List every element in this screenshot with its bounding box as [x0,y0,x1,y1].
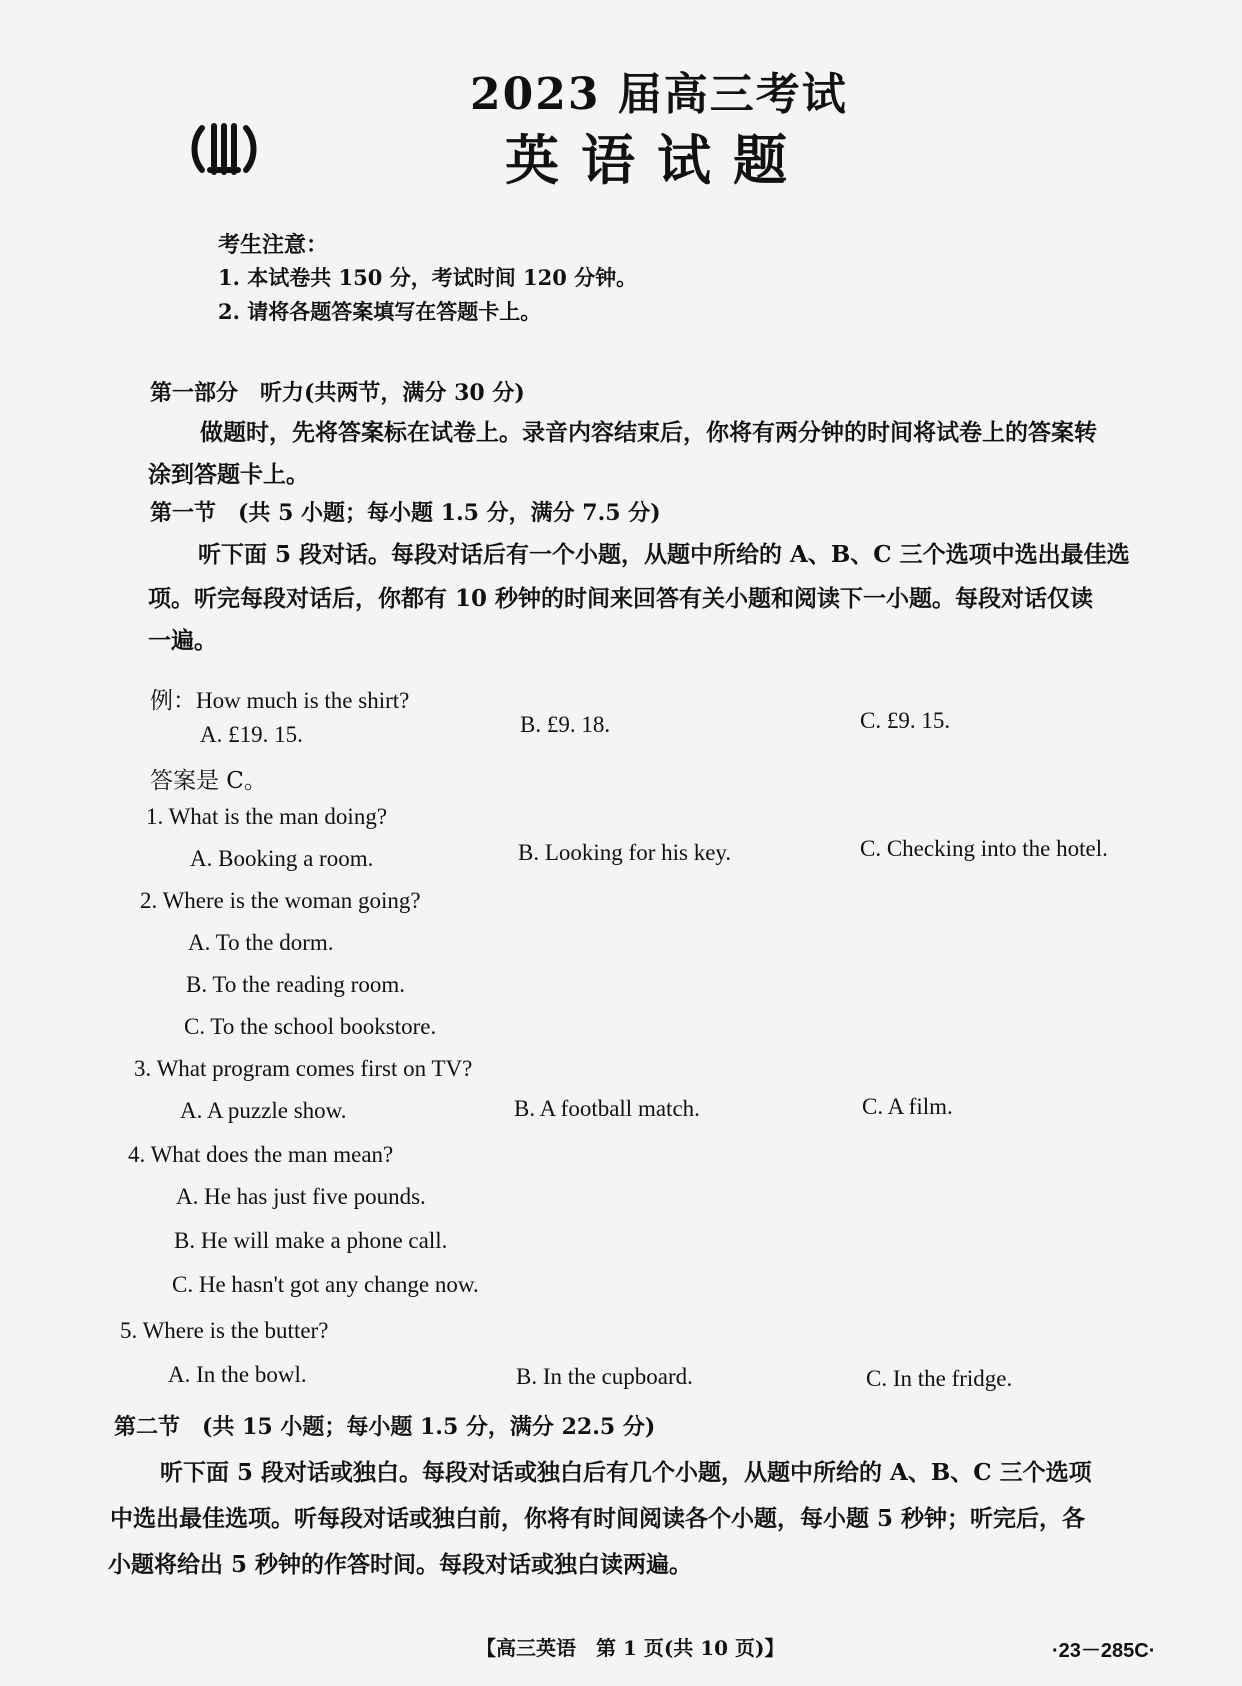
part1-intro-line-2: 涂到答题卡上。 [148,461,309,488]
question-5-option-c: C. In the fridge. [866,1366,1013,1391]
page-footer-label: 【高三英语 第 1 页(共 10 页)】 [476,1636,785,1660]
example-option-c: C. £9. 15. [860,708,951,733]
example-option-b: B. £9. 18. [520,712,611,737]
section1-intro-line-1: 听下面 5 段对话。每段对话后有一个小题，从题中所给的 A、B、C 三个选项中选出最佳选 [198,541,1130,568]
notice-item-2: 2. 请将各题答案填写在答题卡上。 [218,299,542,324]
section2-intro-line-1: 听下面 5 段对话或独白。每段对话或独白后有几个小题，从题中所给的 A、B、C 三个选项 [160,1459,1092,1486]
question-3: 3. What program comes first on TV? [134,1056,473,1081]
section1-heading: 第一节 (共 5 小题；每小题 1.5 分，满分 7.5 分) [150,500,661,526]
section2-intro-line-2: 中选出最佳选项。听每段对话或独白前，你将有时间阅读各个小题，每小题 5 秒钟；听完后，各 [110,1505,1086,1532]
section2-intro-line-3: 小题将给出 5 秒钟的作答时间。每段对话或独白读两遍。 [108,1551,693,1578]
question-5-option-b: B. In the cupboard. [516,1364,693,1389]
exam-title: 2023 届高三考试 [470,69,848,120]
question-3-option-b: B. A football match. [514,1096,700,1121]
question-4: 4. What does the man mean? [128,1142,394,1167]
section1-intro-line-2: 项。听完每段对话后，你都有 10 秒钟的时间来回答有关小题和阅读下一小题。每段对话仅读 [148,585,1094,612]
question-2: 2. Where is the woman going? [140,888,421,913]
question-2-option-a: A. To the dorm. [188,930,334,955]
question-3-option-c: C. A film. [862,1094,953,1119]
question-5: 5. Where is the butter? [120,1318,329,1343]
section2-heading: 第二节 (共 15 小题；每小题 1.5 分，满分 22.5 分) [114,1414,656,1440]
exam-subject-title: 英语试题 [505,128,809,192]
example-answer: 答案是 C。 [150,768,267,794]
notice-heading: 考生注意： [218,232,329,258]
exam-logo-icon [188,118,260,180]
part1-intro-line-1: 做题时，先将答案标在试卷上。录音内容结束后，你将有两分钟的时间将试卷上的答案转 [200,419,1097,446]
example-question: 例：How much is the shirt? [150,688,410,713]
question-4-option-c: C. He hasn't got any change now. [172,1272,479,1297]
question-1-option-a: A. Booking a room. [190,846,374,871]
question-2-option-b: B. To the reading room. [186,972,405,997]
question-5-option-a: A. In the bowl. [168,1362,307,1387]
question-2-option-c: C. To the school bookstore. [184,1014,437,1039]
section1-intro-line-3: 一遍。 [148,627,217,654]
question-4-option-a: A. He has just five pounds. [176,1184,426,1209]
question-1-option-c: C. Checking into the hotel. [860,836,1108,861]
question-1: 1. What is the man doing? [146,804,388,829]
question-1-option-b: B. Looking for his key. [518,840,732,865]
example-option-a: A. £19. 15. [200,722,303,747]
question-3-option-a: A. A puzzle show. [180,1098,347,1123]
exam-code: ·23－285C· [1052,1640,1156,1662]
notice-item-1: 1. 本试卷共 150 分，考试时间 120 分钟。 [218,265,638,290]
question-4-option-b: B. He will make a phone call. [174,1228,448,1253]
part1-heading: 第一部分 听力(共两节，满分 30 分) [150,380,525,406]
